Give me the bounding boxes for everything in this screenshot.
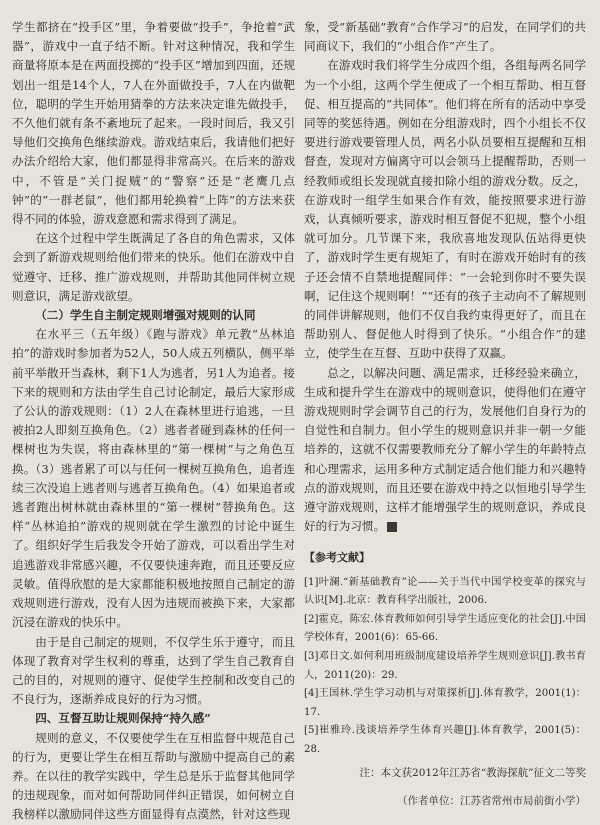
references-title: 【参考文献】 xyxy=(304,551,370,565)
paragraph: 由于是自己制定的规则，不仅学生乐于遵守，而且体现了教育对学生权利的尊重，达到了学生自己教育自己的目的，对规则的遵守、促使学生控制和改变自己的不良行为，逐渐养成良好的行为习惯。 xyxy=(12,634,295,707)
reference-item: [3]邓日文.如何利用班级制度建设培养学生规则意识[J].教书育人，2011(20)：29. xyxy=(304,651,586,681)
reference-item: [4]王国林.学生学习动机与对策探析[J].体育教学，2001(1)：17. xyxy=(304,688,586,718)
paragraph: 规则的意义，不仅要使学生在互相监督中规范自己的行为，更要让学生在相互帮助与激励中提高自己的素养。在以往的教学实践中，学生总是乐于监督其他同学的违规现象，而对如何帮助同伴纠正错误，如何树立自我榜样以激励同伴这些方面显得有点漠然，针对这些现 xyxy=(12,730,295,822)
reference-item: [2]霍克，陈宏.体育教师如何引导学生适应变化的社会[J].中国学校体育，2001(6)：65-66. xyxy=(304,613,586,644)
reference-item: [5]崔雅玲.浅谈培养学生体育兴趣[J].体育教学，2001(5)：28. xyxy=(304,725,586,756)
references-list xyxy=(304,574,586,760)
author-affiliation: （作者单位：江苏省常州市局前街小学） xyxy=(397,794,586,807)
paragraph: 在水平三（五年级）《跑与游戏》单元教“丛林追拍”的游戏时参加者为52人，50人成五列横队，侧平举前平举散开当森林，剩下1人为逃者，另1人为追者。接下来的规则和方法由学生自己讨论制定，最后大家形成了公认的游戏规则：（1）2人在森林里进行追逃，一旦被拍2人即刻互换角色。（2）逃者者碰到森林的任何一棵树也为失误，将由森林里的“第一棵树”与之角色互换。（3）逃者累了可以与任何一棵树互换角色，追者连续三次没追上逃者则与逃者互换角色。（4）如果追者或逃者跑出树林就由森林里的“第一棵树”替换角色。这样“丛林追拍”游戏的规则就在学生激烈的讨论中诞生了。组织好学生后我发令开始了游戏，可以看出学生对追逃游戏非常感兴趣，不仅要快速奔跑，而且还要反应灵敏。值得欣慰的是大家都能积极地按照自己制定的游戏规则进行游戏，没有人因为违规而被换下来，大家都沉浸在游戏的快乐中。 xyxy=(12,327,295,630)
section-heading: 四、互督互助让规则保持“持久感” xyxy=(35,711,211,726)
paragraph: 在游戏时我们将学生分成四个组，各组每两名同学为一个小组，这两个学生便成了一个相互帮助、相互督促、相互提高的“共同体”。他们将在所有的活动中享受同等的奖惩待遇。例如在分组游戏时，四个小组长不仅要进行游戏要管理人员，两名小队员要相互提醒和互相督查，发现对方偏离守可以会领马上提醒帮助，否则一经教师或组长发现就直接扣除小组的游戏分数。反之，在游戏时一组学生如果合作有效，能按照要求进行游戏，认真倾听要求，游戏时相互督促不犯规，整个小组就可加分。几节课下来，我欣喜地发现队伍站得更快了，游戏时学生更有规矩了，有时在游戏开始时有的孩子还会情不自禁地提醒同伴：“一会轮到你时不要失误啊，记住这个规则啊！”“还有的孩子主动向不了解规则的同伴讲解规则，他们不仅自我约束得更好了，而且在帮助别人、督促他人时得到了快乐。“小组合作”的建立，使学生在互督、互助中获得了双赢。 xyxy=(304,58,586,361)
section-heading: （二）学生自主制定规则增强对规则的认同 xyxy=(35,308,256,323)
end-mark-icon xyxy=(387,522,397,532)
paragraph: 学生都挤在“投手区”里，争着要做“投手”，争抢着“武器”，游戏中一直子结不断。针对这种情况，我和学生商量将原本是在两面投掷的“投手区”增加到四面，还规划出一组是14个人，7人在外面做投手，7人在内做靶位，聪明的学生开始用猜拳的方法来决定谁先做投手，不久他们就有条不紊地玩了起来。一段时间后，我又引导他们交换角色继续游戏。游戏结束后，我请他们把好办法介绍给大家，他们都显得非常高兴。在后来的游戏中，不管是“关门捉贼”的“警察”还是“老鹰几点钟”的“一群老鼠”，他们都用轮换着“上阵”的方法来获得不同的体验，游戏意愿和需求得到了满足。 xyxy=(12,20,295,227)
paragraph: 象，受“新基础”教育“合作学习”的启发，在同学们的共同商议下，我们的“小组合作”产生了。 xyxy=(304,20,586,54)
award-note: 注：本文获2012年江苏省“教海探航”征文二等奖 xyxy=(359,766,586,779)
paragraph: 在这个过程中学生既满足了各自的角色需求，又体会到了新游戏规则给他们带来的快乐。他们在游戏中自觉遵守、迁移、推广游戏规则，并帮助其他同伴树立规则意识，满足游戏欲望。 xyxy=(12,231,295,303)
right-column xyxy=(304,18,586,810)
reference-item: [1]叶澜.“新基础教育”论——关于当代中国学校变革的探究与认识[M].北京：教育科学出版社，2006. xyxy=(304,576,586,607)
left-column xyxy=(12,18,295,825)
paragraph xyxy=(304,364,586,537)
paragraph-text: 总之，以解决问题、满足需求，迁移经验来确立，生成和提升学生在游戏中的规则意识，使得他们在遵守游戏规则时学会调节自己的行为，发展他们自身行为的自觉性和自制力。但小学生的规则意识并非一朝一夕能培养的，这就不仅需要教师充分了解小学生的年龄特点和心理需求，运用多种方式制定适合他们能力和兴趣特点的游戏规则，而且还要在游戏中持之以恒地引导学生遵守游戏规则，这样才能增强学生的规则意识，养成良好的行为习惯。 xyxy=(304,365,586,534)
